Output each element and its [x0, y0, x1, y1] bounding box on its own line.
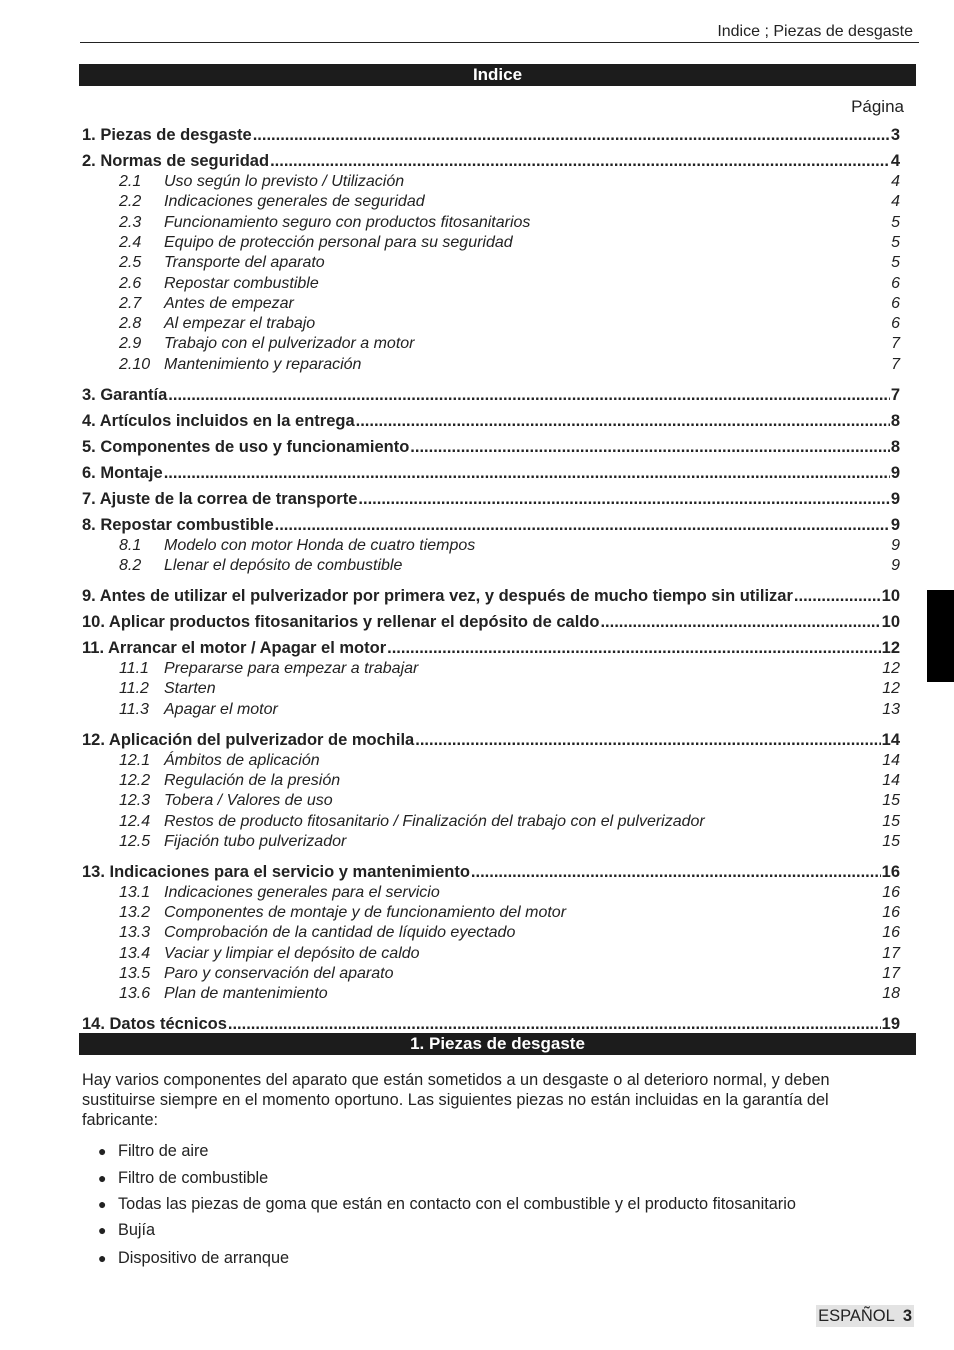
list-item-text: Filtro de aire: [118, 1142, 209, 1160]
toc-leader-dots: [600, 611, 880, 633]
toc-entry[interactable]: [82, 637, 900, 659]
toc-subentry-page: 12: [882, 680, 900, 698]
toc-leader-dots: [275, 514, 890, 536]
toc-entry-title: 6. Montaje: [82, 463, 163, 482]
toc-entry[interactable]: [82, 124, 900, 146]
toc-entry-page: 16: [881, 862, 900, 881]
toc-leader-dots: [387, 637, 881, 659]
toc-subentry-number: 11.2: [119, 680, 149, 698]
footer-page-number: 3: [902, 1307, 912, 1325]
toc-subentry-number: 12.1: [119, 751, 151, 769]
toc-entry-page: 14: [881, 730, 900, 749]
toc-leader-dots: [253, 124, 890, 146]
toc-subentry[interactable]: [82, 964, 900, 984]
toc-subentry-title: Restos de producto fitosanitario / Finalización del trabajo con el pulverizador: [164, 812, 705, 830]
toc-subentry-number: 2.5: [119, 254, 142, 272]
toc-subentry-page: 16: [882, 883, 900, 901]
toc-subentry-title: Funcionamiento seguro con productos fitosanitarios: [164, 213, 531, 231]
toc-subentry-number: 12.5: [119, 832, 151, 850]
toc-entry-title: 12. Aplicación del pulverizador de mochila: [82, 730, 415, 749]
toc-leader-dots: [415, 729, 880, 751]
toc-subentry-number: 2.8: [119, 315, 142, 333]
toc-subentry-title: Starten: [164, 680, 216, 698]
toc-subentry-page: 4: [891, 193, 900, 211]
toc-subentry-page: 17: [882, 944, 900, 962]
toc-entry[interactable]: [82, 729, 900, 751]
toc-subentry[interactable]: [82, 679, 900, 699]
toc-subentry-title: Antes de empezar: [164, 294, 294, 312]
toc-entry[interactable]: [82, 585, 900, 607]
toc-leader-dots: [228, 1013, 881, 1035]
toc-subentry[interactable]: [82, 944, 900, 964]
toc-subentry-number: 2.2: [119, 193, 142, 211]
toc-subentry-title: Vaciar y limpiar el depósito de caldo: [164, 944, 420, 962]
list-item-text: Todas las piezas de goma que están en contacto con el combustible y el producto fitosanitario: [118, 1195, 796, 1213]
toc-subentry[interactable]: [82, 253, 900, 273]
toc-subentry-title: Modelo con motor Honda de cuatro tiempos: [164, 536, 476, 554]
toc-leader-dots: [356, 410, 890, 432]
toc-entry-title: 4. Artículos incluidos en la entrega: [82, 411, 355, 430]
toc-subentry[interactable]: [82, 334, 900, 354]
bullet-icon: ●: [98, 1196, 107, 1212]
toc-leader-dots: [794, 585, 881, 607]
toc-entry-page: 10: [881, 587, 900, 605]
toc-leader-dots: [164, 462, 890, 484]
toc-subentry-number: 13.1: [119, 883, 151, 901]
page-footer: [816, 1305, 914, 1327]
toc-subentry[interactable]: [82, 192, 900, 212]
toc-subentry-page: 5: [891, 254, 900, 272]
language-side-tab: [927, 590, 954, 682]
toc-subentry-page: 18: [882, 985, 900, 1003]
running-header: Indice ; Piezas de desgaste: [717, 23, 913, 40]
toc-entry-page: 4: [890, 152, 900, 170]
toc-leader-dots: [270, 150, 890, 172]
toc-subentry-title: Ámbitos de aplicación: [164, 751, 320, 769]
toc-entry-page: 9: [890, 463, 900, 482]
toc-entry[interactable]: [82, 384, 900, 406]
bullet-icon: ●: [98, 1250, 107, 1266]
toc-entry[interactable]: [82, 436, 900, 458]
toc-subentry-number: 12.4: [119, 812, 151, 830]
bullet-icon: ●: [98, 1170, 107, 1186]
toc-entry-title: 8. Repostar combustible: [82, 515, 274, 534]
toc-subentry-page: 16: [882, 904, 900, 922]
toc-subentry[interactable]: [82, 700, 900, 720]
toc-subentry-number: 13.6: [119, 985, 151, 1003]
toc-subentry-title: Plan de mantenimiento: [164, 985, 328, 1003]
toc-subentry-page: 15: [882, 832, 900, 850]
toc-subentry-number: 2.9: [119, 335, 142, 353]
toc-subentry-number: 2.10: [119, 355, 151, 373]
toc-entry-title: 2. Normas de seguridad: [82, 152, 270, 170]
toc-subentry-title: Uso según lo previsto / Utilización: [164, 173, 405, 190]
toc-subentry[interactable]: [82, 213, 900, 233]
toc-subentry-page: 6: [891, 315, 900, 333]
toc-subentry[interactable]: [82, 812, 900, 832]
toc-subentry-number: 2.3: [119, 213, 142, 231]
toc-subentry[interactable]: [82, 791, 900, 811]
footer-language: ESPAÑOL: [818, 1307, 895, 1325]
toc-leader-dots: [168, 384, 890, 406]
toc-entry[interactable]: [82, 1013, 900, 1035]
toc-subentry-page: 14: [882, 771, 900, 789]
toc-entry-title: 5. Componentes de uso y funcionamiento: [82, 437, 410, 456]
bullet-icon: ●: [98, 1143, 107, 1159]
toc-leader-dots: [471, 861, 881, 883]
toc-subentry-page: 14: [882, 751, 900, 769]
toc-entry-page: 19: [881, 1015, 900, 1034]
list-item-text: Bujía: [118, 1221, 156, 1239]
toc-subentry-page: 6: [891, 274, 900, 292]
toc-subentry-title: Al empezar el trabajo: [164, 315, 316, 333]
toc-subentry-title: Equipo de protección personal para su seguridad: [164, 233, 513, 251]
toc-leader-dots: [410, 436, 890, 458]
toc-subentry[interactable]: [82, 832, 900, 852]
toc-subentry[interactable]: [82, 984, 900, 1004]
toc-entry-page: 8: [890, 411, 900, 430]
toc-entry-page: 9: [890, 515, 900, 534]
toc-subentry-page: 15: [882, 812, 900, 830]
toc-subentry-page: 5: [891, 233, 900, 251]
toc-subentry-title: Indicaciones generales para el servicio: [164, 883, 440, 901]
toc-subentry[interactable]: [82, 355, 900, 375]
toc-entry-page: 7: [890, 385, 900, 404]
toc-subentry-number: 13.5: [119, 965, 151, 982]
toc-subentry[interactable]: [82, 274, 900, 294]
toc-subentry-number: 8.2: [119, 557, 142, 574]
toc-subentry-page: 12: [882, 660, 900, 677]
section-intro-paragraph: Hay varios componentes del aparato que están sometidos a un desgaste o al deterioro normal, y deben sustituirse siempre en el momento oportuno. Las siguientes piezas no están incluidas en la garantía del fabricante:: [82, 1071, 830, 1129]
toc-subentry-number: 2.7: [119, 294, 142, 312]
toc-page-column-label: Página: [851, 97, 904, 116]
toc-subentry-number: 13.4: [119, 944, 151, 962]
toc-subentry-title: Transporte del aparato: [164, 254, 325, 272]
toc-subentry[interactable]: [82, 233, 900, 253]
toc-subentry-page: 13: [882, 700, 900, 718]
toc-entry-page: 12: [881, 639, 900, 657]
toc-subentry-title: Trabajo con el pulverizador a motor: [164, 335, 415, 353]
toc-subentry-number: 12.3: [119, 792, 151, 810]
toc-subentry-number: 12.2: [119, 771, 151, 789]
toc-subentry-title: Indicaciones generales de seguridad: [164, 193, 425, 211]
toc-subentry-page: 6: [891, 294, 900, 312]
toc-subentry-title: Comprobación de la cantidad de líquido eyectado: [164, 924, 516, 942]
toc-subentry-page: 7: [891, 355, 900, 373]
toc-entry-page: 9: [890, 489, 900, 508]
toc-entry[interactable]: [82, 861, 900, 883]
toc-subentry[interactable]: [82, 556, 900, 576]
toc-entry-page: 10: [881, 613, 900, 631]
toc-subentry[interactable]: [82, 172, 900, 192]
toc-subentry-page: 5: [891, 213, 900, 231]
toc-subentry-number: 2.6: [119, 274, 142, 292]
toc-subentry-page: 15: [882, 792, 900, 810]
toc-subentry-number: 13.2: [119, 904, 151, 922]
toc-subentry-title: Componentes de montaje y de funcionamiento del motor: [164, 904, 567, 922]
toc-subentry-number: 11.3: [119, 700, 149, 718]
toc-entry[interactable]: [82, 514, 900, 536]
toc-subentry-title: Fijación tubo pulverizador: [164, 832, 347, 850]
toc-entry-page: 3: [890, 126, 900, 144]
toc-entry[interactable]: [82, 611, 900, 633]
toc-subentry[interactable]: [82, 751, 900, 771]
toc-subentry-title: Regulación de la presión: [164, 771, 341, 789]
toc-entry-title: 10. Aplicar productos fitosanitarios y rellenar el depósito de caldo: [82, 613, 600, 631]
toc-subentry-number: 2.4: [119, 233, 142, 251]
toc-leader-dots: [358, 488, 889, 510]
toc-entry-page: 8: [890, 437, 900, 456]
list-item-text: Dispositivo de arranque: [118, 1249, 290, 1267]
toc-entry-title: 13. Indicaciones para el servicio y mantenimiento: [82, 862, 470, 881]
toc-subentry-page: 7: [891, 335, 900, 353]
toc-subentry[interactable]: [82, 536, 900, 556]
toc-entry-title: 1. Piezas de desgaste: [82, 126, 252, 144]
toc-subentry-page: 17: [882, 965, 900, 982]
toc-subentry-number: 8.1: [119, 536, 142, 554]
toc-subentry[interactable]: [82, 314, 900, 334]
toc-entry-title: 14. Datos técnicos: [82, 1015, 227, 1034]
toc-subentry[interactable]: [82, 883, 900, 903]
toc-subentry[interactable]: [82, 294, 900, 314]
toc-subentry-title: Mantenimiento y reparación: [164, 355, 362, 373]
bullet-icon: ●: [98, 1222, 107, 1238]
toc-subentry-title: Paro y conservación del aparato: [164, 965, 394, 982]
toc-subentry-number: 11.1: [119, 660, 149, 677]
toc-subentry-page: 16: [882, 924, 900, 942]
toc-subentry[interactable]: [82, 923, 900, 943]
toc-entry-title: 3. Garantía: [82, 385, 168, 404]
toc-subentry-page: 9: [891, 557, 900, 574]
header-rule: [80, 42, 919, 43]
toc-subentry-title: Tobera / Valores de uso: [164, 792, 333, 810]
toc-entry[interactable]: [82, 410, 900, 432]
toc-subentry[interactable]: [82, 903, 900, 923]
toc-subentry-title: Llenar el depósito de combustible: [164, 557, 403, 574]
list-item-text: Filtro de combustible: [118, 1169, 269, 1187]
toc-entry-title: 9. Antes de utilizar el pulverizador por primera vez, y después de mucho tiempo sin utilizar: [82, 587, 793, 605]
toc-entry-title: 11. Arrancar el motor / Apagar el motor: [82, 639, 387, 657]
toc-subentry-page: 4: [891, 173, 900, 190]
toc-subentry-title: Apagar el motor: [164, 700, 278, 718]
toc-subentry[interactable]: [82, 659, 900, 679]
toc-entry[interactable]: [82, 462, 900, 484]
toc-entry[interactable]: [82, 488, 900, 510]
toc-entry-title: 7. Ajuste de la correa de transporte: [82, 489, 358, 508]
toc-entry[interactable]: [82, 150, 900, 172]
toc-subentry[interactable]: [82, 771, 900, 791]
toc-subentry-number: 2.1: [119, 173, 142, 190]
index-title-bar: Indice: [79, 64, 916, 86]
section-title-bar: 1. Piezas de desgaste: [79, 1033, 916, 1055]
toc-subentry-title: Prepararse para empezar a trabajar: [164, 660, 419, 677]
toc-subentry-number: 13.3: [119, 924, 151, 942]
toc-subentry-page: 9: [891, 536, 900, 554]
toc-subentry-title: Repostar combustible: [164, 274, 319, 292]
